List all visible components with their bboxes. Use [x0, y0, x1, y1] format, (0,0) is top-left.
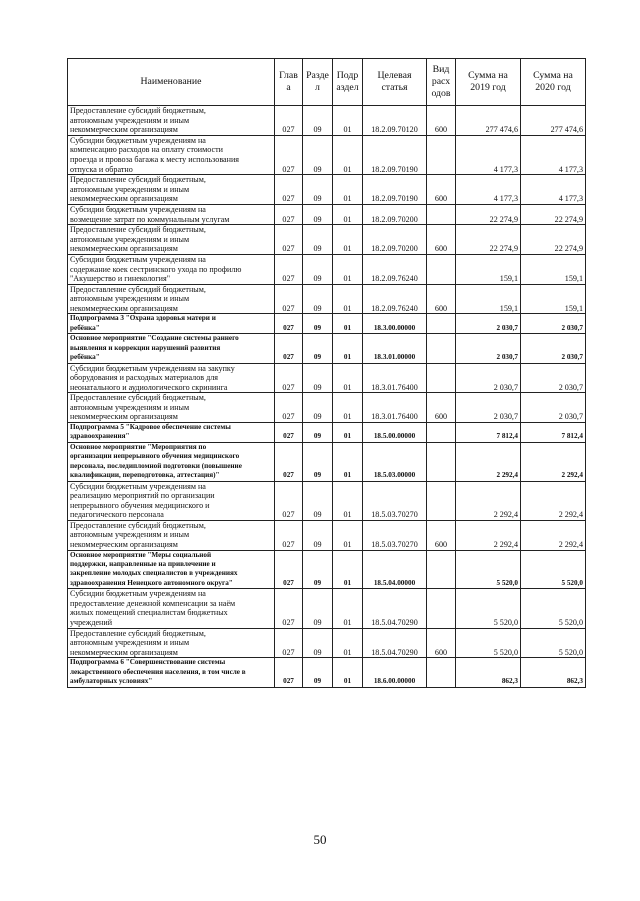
- table-row: [68, 481, 586, 520]
- cell-glava: 027: [275, 628, 303, 658]
- cell-expense-type: [427, 314, 456, 334]
- cell-target-article: 18.3.00.00000: [363, 314, 427, 334]
- cell-podrazdel: 01: [333, 658, 363, 687]
- cell-name: Предоставление субсидий бюджетным, автономным учреждениям и иным некоммерческим организациям: [68, 225, 275, 255]
- cell-expense-type: 600: [427, 106, 456, 136]
- cell-razdel: 09: [303, 106, 333, 136]
- cell-sum-2020: 5 520,0: [521, 550, 586, 589]
- cell-sum-2020: 4 177,3: [521, 175, 586, 205]
- cell-glava: 027: [275, 204, 303, 224]
- cell-target-article: 18.2.09.76240: [363, 254, 427, 284]
- cell-razdel: 09: [303, 481, 333, 520]
- cell-podrazdel: 01: [333, 393, 363, 423]
- cell-expense-type: [427, 363, 456, 393]
- cell-name: Предоставление субсидий бюджетным, автономным учреждениям и иным некоммерческим организациям: [68, 628, 275, 658]
- cell-sum-2020: 2 292,4: [521, 442, 586, 481]
- cell-razdel: 09: [303, 175, 333, 205]
- cell-target-article: 18.2.09.70120: [363, 106, 427, 136]
- cell-glava: 027: [275, 284, 303, 314]
- cell-podrazdel: 01: [333, 314, 363, 334]
- cell-expense-type: [427, 550, 456, 589]
- cell-expense-type: 600: [427, 225, 456, 255]
- cell-expense-type: [427, 589, 456, 628]
- cell-sum-2019: 7 812,4: [456, 423, 521, 443]
- cell-sum-2020: 2 292,4: [521, 520, 586, 550]
- cell-name: Субсидии бюджетным учреждениям на реализацию мероприятий по организации непрерывного обучения медицинского и педагогического персонала: [68, 481, 275, 520]
- cell-sum-2020: 7 812,4: [521, 423, 586, 443]
- cell-sum-2019: 862,3: [456, 658, 521, 687]
- cell-glava: 027: [275, 314, 303, 334]
- cell-sum-2019: 22 274,9: [456, 225, 521, 255]
- cell-name: Предоставление субсидий бюджетным, автономным учреждениям и иным некоммерческим организациям: [68, 175, 275, 205]
- cell-expense-type: [427, 334, 456, 363]
- cell-glava: 027: [275, 481, 303, 520]
- table-row: [68, 423, 586, 443]
- cell-glava: 027: [275, 550, 303, 589]
- cell-name: Основное мероприятие "Меры социальной поддержки, направленные на привлечение и закрепление молодых специалистов в учреждениях здравоохранения Ненецкого автономного округа": [68, 550, 275, 589]
- table-row: [68, 175, 586, 205]
- cell-sum-2020: 2 030,7: [521, 334, 586, 363]
- cell-expense-type: [427, 254, 456, 284]
- cell-target-article: 18.2.09.70200: [363, 204, 427, 224]
- budget-table-container: [67, 58, 585, 688]
- cell-razdel: 09: [303, 550, 333, 589]
- table-row: [68, 589, 586, 628]
- cell-sum-2019: 159,1: [456, 284, 521, 314]
- cell-podrazdel: 01: [333, 550, 363, 589]
- cell-name: Предоставление субсидий бюджетным, автономным учреждениям и иным некоммерческим организациям: [68, 520, 275, 550]
- cell-sum-2019: 2 030,7: [456, 334, 521, 363]
- cell-razdel: 09: [303, 314, 333, 334]
- table-row: [68, 442, 586, 481]
- cell-target-article: 18.5.03.00000: [363, 442, 427, 481]
- table-row: [68, 225, 586, 255]
- cell-sum-2019: 2 292,4: [456, 520, 521, 550]
- cell-sum-2020: 2 030,7: [521, 363, 586, 393]
- cell-target-article: 18.5.03.70270: [363, 520, 427, 550]
- cell-expense-type: [427, 423, 456, 443]
- cell-glava: 027: [275, 442, 303, 481]
- table-row: [68, 135, 586, 174]
- cell-podrazdel: 01: [333, 589, 363, 628]
- cell-expense-type: 600: [427, 284, 456, 314]
- cell-sum-2019: 5 520,0: [456, 628, 521, 658]
- table-row: [68, 204, 586, 224]
- cell-razdel: 09: [303, 589, 333, 628]
- cell-name: Основное мероприятие "Мероприятия по организации непрерывного обучения медицинского персонала, последипломной подготовки (повышение квалификации, переподготовка, аттестация)": [68, 442, 275, 481]
- table-row: [68, 363, 586, 393]
- header-expense-type: Вид расх одов: [427, 59, 456, 106]
- cell-expense-type: 600: [427, 628, 456, 658]
- cell-target-article: 18.5.04.70290: [363, 589, 427, 628]
- cell-razdel: 09: [303, 225, 333, 255]
- cell-sum-2020: 2 030,7: [521, 393, 586, 423]
- cell-glava: 027: [275, 225, 303, 255]
- cell-glava: 027: [275, 254, 303, 284]
- table-row: [68, 550, 586, 589]
- cell-razdel: 09: [303, 204, 333, 224]
- table-body: [68, 106, 586, 688]
- cell-razdel: 09: [303, 334, 333, 363]
- cell-podrazdel: 01: [333, 204, 363, 224]
- cell-podrazdel: 01: [333, 628, 363, 658]
- cell-sum-2020: 159,1: [521, 284, 586, 314]
- table-row: [68, 334, 586, 363]
- header-sum-2020: Сумма на 2020 год: [521, 59, 586, 106]
- cell-glava: 027: [275, 106, 303, 136]
- cell-sum-2019: 2 292,4: [456, 442, 521, 481]
- cell-expense-type: 600: [427, 520, 456, 550]
- cell-target-article: 18.3.01.76400: [363, 363, 427, 393]
- header-podrazdel: Подр аздел: [333, 59, 363, 106]
- cell-sum-2019: 2 292,4: [456, 481, 521, 520]
- cell-target-article: 18.3.01.00000: [363, 334, 427, 363]
- table-row: [68, 628, 586, 658]
- cell-podrazdel: 01: [333, 284, 363, 314]
- cell-sum-2019: 277 474,6: [456, 106, 521, 136]
- cell-expense-type: 600: [427, 393, 456, 423]
- table-row: [68, 393, 586, 423]
- cell-podrazdel: 01: [333, 225, 363, 255]
- cell-expense-type: [427, 481, 456, 520]
- cell-glava: 027: [275, 658, 303, 687]
- cell-podrazdel: 01: [333, 175, 363, 205]
- header-razdel: Разде л: [303, 59, 333, 106]
- cell-target-article: 18.2.09.76240: [363, 284, 427, 314]
- cell-podrazdel: 01: [333, 254, 363, 284]
- cell-razdel: 09: [303, 393, 333, 423]
- cell-sum-2020: 2 292,4: [521, 481, 586, 520]
- cell-name: Подпрограмма 5 "Кадровое обеспечение системы здравоохранения": [68, 423, 275, 443]
- cell-glava: 027: [275, 334, 303, 363]
- cell-name: Основное мероприятие "Создание системы раннего выявления и коррекции нарушений развития ребёнка": [68, 334, 275, 363]
- table-row: [68, 658, 586, 687]
- cell-podrazdel: 01: [333, 520, 363, 550]
- cell-target-article: 18.5.03.70270: [363, 481, 427, 520]
- table-header-row: [68, 59, 586, 106]
- cell-glava: 027: [275, 520, 303, 550]
- cell-sum-2019: 159,1: [456, 254, 521, 284]
- cell-target-article: 18.2.09.70190: [363, 175, 427, 205]
- cell-sum-2019: 2 030,7: [456, 363, 521, 393]
- cell-sum-2019: 2 030,7: [456, 314, 521, 334]
- cell-glava: 027: [275, 393, 303, 423]
- cell-podrazdel: 01: [333, 106, 363, 136]
- cell-target-article: 18.2.09.70190: [363, 135, 427, 174]
- cell-expense-type: [427, 442, 456, 481]
- budget-table: [67, 58, 586, 688]
- cell-expense-type: [427, 204, 456, 224]
- header-target-article: Целевая статья: [363, 59, 427, 106]
- cell-razdel: 09: [303, 658, 333, 687]
- cell-podrazdel: 01: [333, 423, 363, 443]
- page-number: 50: [313, 832, 327, 847]
- cell-target-article: 18.2.09.70200: [363, 225, 427, 255]
- cell-razdel: 09: [303, 520, 333, 550]
- cell-name: Подпрограмма 6 "Совершенствование системы лекарственного обеспечения населения, в том числе в амбулаторных условиях": [68, 658, 275, 687]
- cell-sum-2020: 22 274,9: [521, 204, 586, 224]
- table-row: [68, 520, 586, 550]
- cell-sum-2019: 22 274,9: [456, 204, 521, 224]
- cell-sum-2020: 22 274,9: [521, 225, 586, 255]
- cell-target-article: 18.5.04.00000: [363, 550, 427, 589]
- cell-sum-2019: 5 520,0: [456, 550, 521, 589]
- cell-sum-2019: 4 177,3: [456, 135, 521, 174]
- cell-sum-2019: 2 030,7: [456, 393, 521, 423]
- cell-name: Предоставление субсидий бюджетным, автономным учреждениям и иным некоммерческим организациям: [68, 106, 275, 136]
- cell-razdel: 09: [303, 363, 333, 393]
- header-sum-2019: Сумма на 2019 год: [456, 59, 521, 106]
- cell-name: Субсидии бюджетным учреждениям на компенсацию расходов на оплату стоимости проезда и провоза багажа к месту использования отпуска и обратно: [68, 135, 275, 174]
- cell-razdel: 09: [303, 423, 333, 443]
- cell-name: Субсидии бюджетным учреждениям на возмещение затрат по коммунальным услугам: [68, 204, 275, 224]
- cell-sum-2020: 2 030,7: [521, 314, 586, 334]
- cell-podrazdel: 01: [333, 363, 363, 393]
- cell-name: Предоставление субсидий бюджетным, автономным учреждениям и иным некоммерческим организациям: [68, 393, 275, 423]
- cell-target-article: 18.5.00.00000: [363, 423, 427, 443]
- cell-sum-2020: 5 520,0: [521, 589, 586, 628]
- cell-expense-type: [427, 658, 456, 687]
- cell-sum-2019: 4 177,3: [456, 175, 521, 205]
- cell-podrazdel: 01: [333, 442, 363, 481]
- header-glava: Глав а: [275, 59, 303, 106]
- table-row: [68, 254, 586, 284]
- cell-sum-2020: 4 177,3: [521, 135, 586, 174]
- cell-sum-2020: 862,3: [521, 658, 586, 687]
- cell-razdel: 09: [303, 254, 333, 284]
- cell-glava: 027: [275, 363, 303, 393]
- cell-glava: 027: [275, 135, 303, 174]
- cell-sum-2020: 5 520,0: [521, 628, 586, 658]
- table-row: [68, 106, 586, 136]
- cell-target-article: 18.3.01.76400: [363, 393, 427, 423]
- table-row: [68, 284, 586, 314]
- cell-glava: 027: [275, 589, 303, 628]
- cell-expense-type: [427, 135, 456, 174]
- cell-razdel: 09: [303, 135, 333, 174]
- cell-name: Субсидии бюджетным учреждениям на закупку оборудования и расходных материалов для неонатального и аудиологического скрининга: [68, 363, 275, 393]
- cell-sum-2020: 277 474,6: [521, 106, 586, 136]
- cell-podrazdel: 01: [333, 135, 363, 174]
- cell-sum-2019: 5 520,0: [456, 589, 521, 628]
- cell-target-article: 18.5.04.70290: [363, 628, 427, 658]
- header-name: Наименование: [68, 59, 275, 106]
- cell-expense-type: 600: [427, 175, 456, 205]
- cell-razdel: 09: [303, 284, 333, 314]
- cell-sum-2020: 159,1: [521, 254, 586, 284]
- cell-glava: 027: [275, 423, 303, 443]
- table-row: [68, 314, 586, 334]
- cell-name: Предоставление субсидий бюджетным, автономным учреждениям и иным некоммерческим организациям: [68, 284, 275, 314]
- cell-razdel: 09: [303, 628, 333, 658]
- cell-target-article: 18.6.00.00000: [363, 658, 427, 687]
- cell-podrazdel: 01: [333, 334, 363, 363]
- cell-name: Подпрограмма 3 "Охрана здоровья матери и ребёнка": [68, 314, 275, 334]
- cell-name: Субсидии бюджетным учреждениям на содержание коек сестринского ухода по профилю "Акушерство и гинекология": [68, 254, 275, 284]
- cell-name: Субсидии бюджетным учреждениям на предоставление денежной компенсации за наём жилых помещений специалистам бюджетных учреждений: [68, 589, 275, 628]
- cell-podrazdel: 01: [333, 481, 363, 520]
- cell-glava: 027: [275, 175, 303, 205]
- cell-razdel: 09: [303, 442, 333, 481]
